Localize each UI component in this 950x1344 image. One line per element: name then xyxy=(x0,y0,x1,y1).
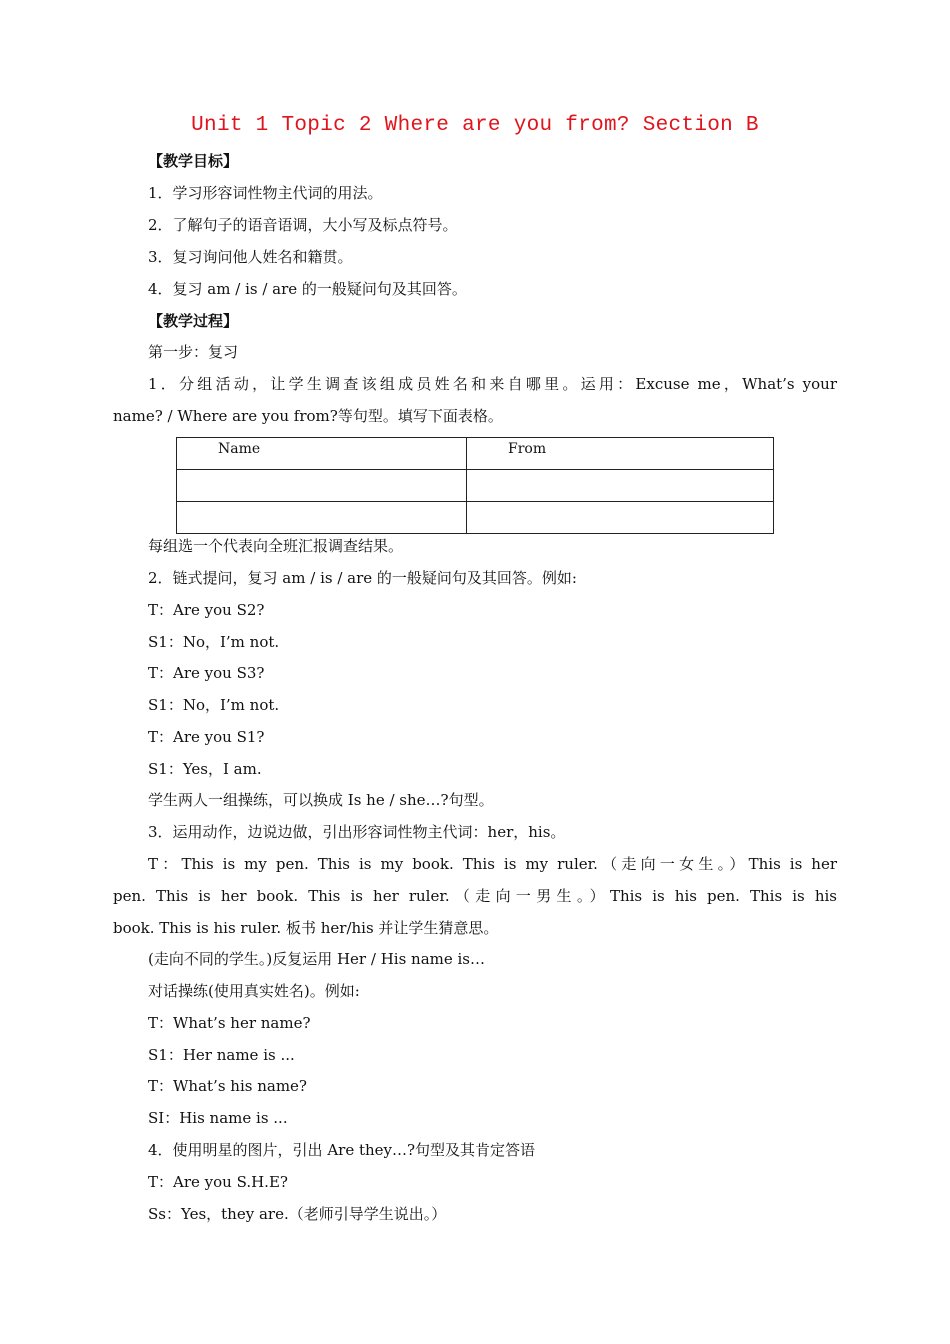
objective-item: 4．复习 am / is / are 的一般疑问句及其回答。 xyxy=(148,280,467,298)
process-heading: 【教学过程】 xyxy=(148,312,239,330)
objective-item: 2．了解句子的语音语调，大小写及标点符号。 xyxy=(148,216,458,234)
paragraph-4: 4．使用明星的图片，引出 Are they…?句型及其肯定答语 xyxy=(148,1141,536,1159)
dialog-line: S1：No，I’m not. xyxy=(148,696,280,714)
practice-instruction: 对话操练(使用真实姓名)。例如: xyxy=(148,982,360,1000)
paragraph-3: 3．运用动作，边说边做，引出形容词性物主代词：her，his。 xyxy=(148,823,566,841)
dialog-line: T：Are you S1? xyxy=(148,728,265,746)
paragraph-3-line-4: (走向不同的学生。)反复运用 Her / His name is… xyxy=(148,950,486,968)
dialog-line: T：What’s his name? xyxy=(148,1077,307,1095)
dialog-line: T：Are you S.H.E? xyxy=(148,1173,288,1191)
paragraph-1-line-1: 1．分组活动，让学生调查该组成员姓名和来自哪里。运用：Excuse me，What’s your xyxy=(148,375,837,393)
dialog-line: T：Are you S3? xyxy=(148,664,265,682)
paragraph-1-line-2: name? / Where are you from?等句型。填写下面表格。 xyxy=(113,407,503,425)
dialog-line: Ss：Yes，they are.（老师引导学生说出。） xyxy=(148,1205,447,1223)
paragraph-3-line-3: book. This is his ruler. 板书 her/his 并让学生猜意思。 xyxy=(113,919,499,937)
table-row xyxy=(177,470,774,502)
dialog-line: S1：No，I’m not. xyxy=(148,633,280,651)
table-cell xyxy=(467,470,774,502)
objective-item: 1．学习形容词性物主代词的用法。 xyxy=(148,184,383,202)
table-row xyxy=(177,502,774,534)
dialog-line: T：What’s her name? xyxy=(148,1014,311,1032)
table-header-row xyxy=(177,438,774,470)
survey-table xyxy=(176,437,774,534)
table-cell xyxy=(177,502,467,534)
step-one-label: 第一步：复习 xyxy=(148,343,239,361)
table-cell xyxy=(177,470,467,502)
dialog-line: T：Are you S2? xyxy=(148,601,265,619)
objective-item: 3．复习询问他人姓名和籍贯。 xyxy=(148,248,353,266)
pair-practice: 学生两人一组操练，可以换成 Is he / she…?句型。 xyxy=(148,791,494,809)
dialog-line: S1：Her name is ... xyxy=(148,1046,295,1064)
table-header-from: From xyxy=(467,438,774,470)
table-cell xyxy=(467,502,774,534)
dialog-line: S1：Yes，I am. xyxy=(148,760,262,778)
paragraph-3-line-2: pen. This is her book. This is her ruler.（走向一男生。）This is his pen. This is his xyxy=(113,887,837,905)
dialog-line: SI：His name is ... xyxy=(148,1109,288,1127)
page-title: Unit 1 Topic 2 Where are you from? Section B xyxy=(191,114,759,137)
paragraph-2: 2．链式提问，复习 am / is / are 的一般疑问句及其回答。例如: xyxy=(148,569,577,587)
table-header-name: Name xyxy=(177,438,467,470)
paragraph-3-line-1: T：This is my pen. This is my book. This is my ruler.（走向一女生。）This is her xyxy=(148,855,837,873)
report-instruction: 每组选一个代表向全班汇报调查结果。 xyxy=(148,537,404,555)
objectives-heading: 【教学目标】 xyxy=(148,152,239,170)
